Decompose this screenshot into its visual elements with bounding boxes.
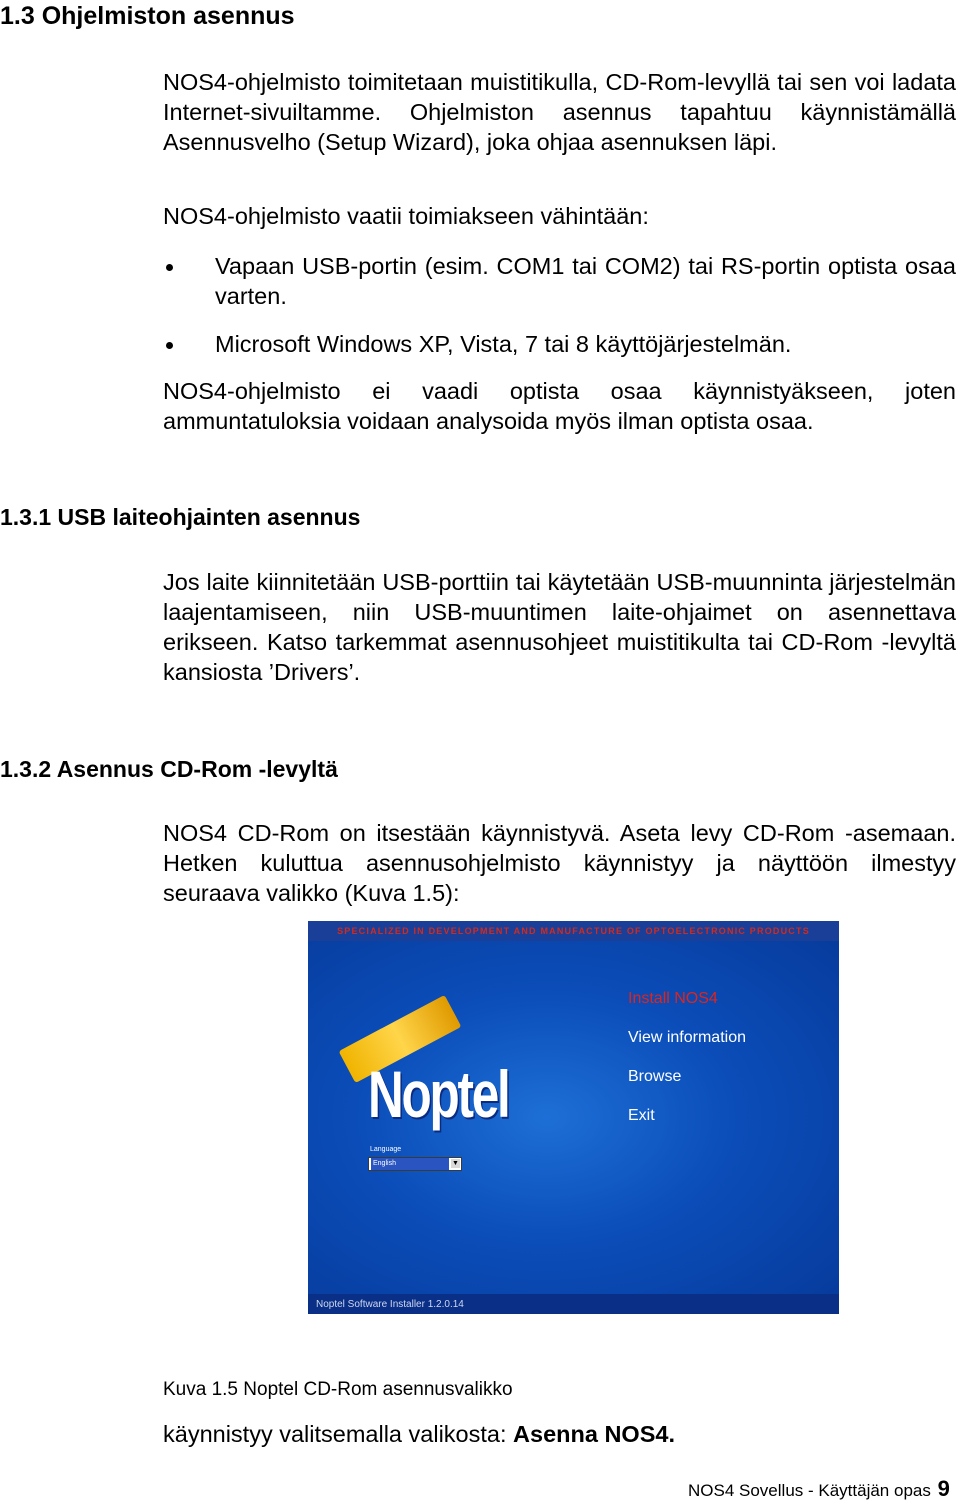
menu-install[interactable]: Install NOS4 — [628, 990, 718, 1007]
menu-browse[interactable]: Browse — [628, 1068, 682, 1085]
language-label: Language — [370, 1146, 402, 1153]
installer-version: Noptel Software Installer 1.2.0.14 — [316, 1299, 464, 1310]
cdrom-paragraph: NOS4 CD-Rom on itsestään käynnistyvä. Aseta levy CD-Rom -asemaan. Hetken kuluttua asennusohjelmisto käynnistyy ja näyttöön ilmestyy seuraava valikko (Kuva 1.5): — [163, 820, 956, 906]
usb-driver-paragraph: Jos laite kiinnitetään USB-porttiin tai käytetään USB-muunninta järjestelmän laajentamiseen, niin USB-muuntimen laite-ohjaimet on asennettava erikseen. Katso tarkemmat asennusohjeet muistitikulta tai CD-Rom -levyltä kansiosta ’Drivers’. — [163, 569, 956, 685]
noptel-logo: Noptel — [368, 1057, 509, 1131]
section-heading: 1.3 Ohjelmiston asennus — [0, 2, 295, 30]
requirement-item: Vapaan USB-portin (esim. COM1 tai COM2) tai RS-portin optista osaa varten. — [215, 253, 956, 309]
optics-note: NOS4-ohjelmisto ei vaadi optista osaa käynnistyäkseen, joten ammuntatuloksia voidaan analysoida myös ilman optista osaa. — [163, 378, 956, 434]
footer-text: NOS4 Sovellus - Käyttäjän opas — [688, 1481, 931, 1500]
subsection-heading: 1.3.2 Asennus CD-Rom -levyltä — [0, 756, 338, 782]
menu-exit[interactable]: Exit — [628, 1107, 655, 1124]
chevron-down-icon[interactable]: ▼ — [452, 1160, 459, 1167]
requirement-item: Microsoft Windows XP, Vista, 7 tai 8 käyttöjärjestelmän. — [215, 331, 792, 357]
final-sentence — [163, 1421, 675, 1448]
page-number: 9 — [937, 1476, 950, 1501]
requirements-intro: NOS4-ohjelmisto vaatii toimiakseen vähintään: — [163, 203, 649, 229]
installer-screenshot — [308, 921, 839, 1314]
subsection-heading: 1.3.1 USB laiteohjainten asennus — [0, 504, 361, 530]
language-value: English — [371, 1158, 449, 1170]
intro-paragraph: NOS4-ohjelmisto toimitetaan muistitikulla, CD-Rom-levyllä tai sen voi ladata Internet-sivuiltamme. Ohjelmiston asennus tapahtuu käynnistämällä Asennusvelho (Setup Wizard), joka ohjaa asennuksen läpi. — [163, 69, 956, 155]
page-footer — [688, 1476, 950, 1502]
menu-view-information[interactable]: View information — [628, 1029, 746, 1046]
installer-banner: SPECIALIZED IN DEVELOPMENT AND MANUFACTURE OF OPTOELECTRONIC PRODUCTS — [308, 921, 839, 941]
final-text: käynnistyy valitsemalla valikosta: — [163, 1421, 514, 1447]
bullet-dot — [166, 264, 173, 271]
bullet-dot — [166, 342, 173, 349]
final-bold: Asenna NOS4. — [513, 1421, 675, 1447]
figure-caption: Kuva 1.5 Noptel CD-Rom asennusvalikko — [163, 1379, 513, 1400]
language-select[interactable] — [368, 1157, 462, 1171]
